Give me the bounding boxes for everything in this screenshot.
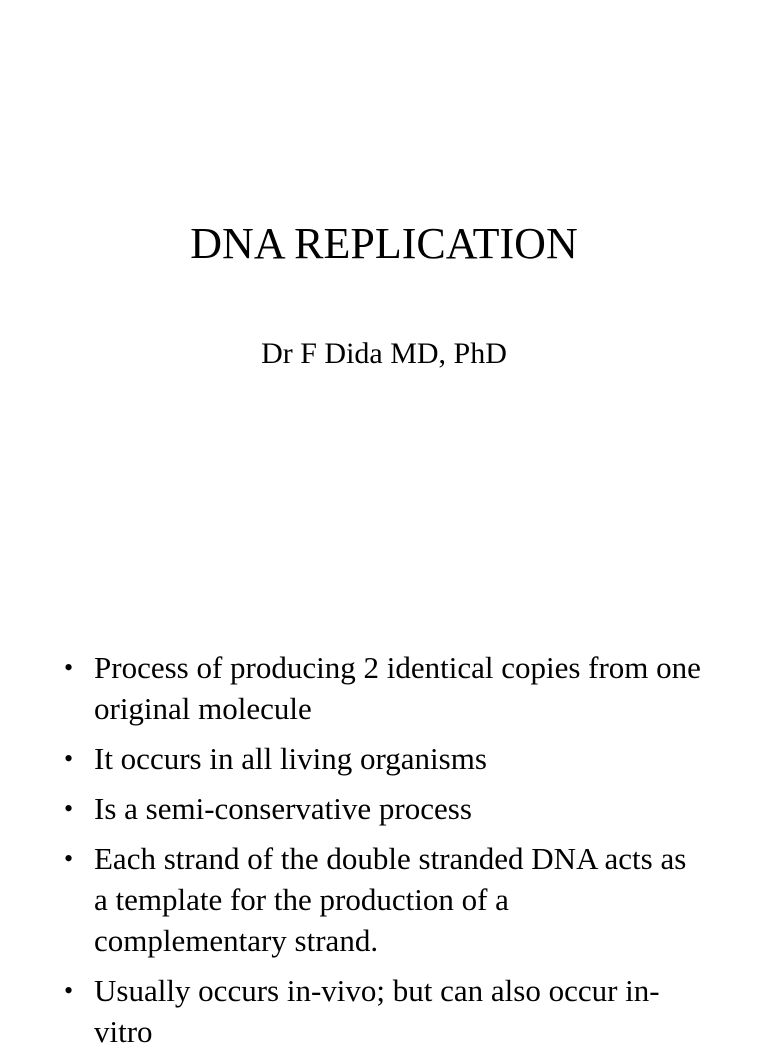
bullet-item xyxy=(62,970,702,1052)
bullet-text: Is a semi-conservative process xyxy=(94,791,472,826)
bullet-text: Usually occurs in-vivo; but can also occur in-vitro xyxy=(94,973,660,1049)
bullet-text: It occurs in all living organisms xyxy=(94,741,487,776)
bullet-item xyxy=(62,738,702,779)
bullet-marker: • xyxy=(64,653,74,682)
bullet-item xyxy=(62,647,702,729)
bullet-item xyxy=(62,838,702,961)
bullet-text: Process of producing 2 identical copies from one original molecule xyxy=(94,650,701,726)
bullet-text: Each strand of the double stranded DNA acts as a template for the production of a complementary strand. xyxy=(94,841,687,958)
slide-subtitle: Dr F Dida MD, PhD xyxy=(261,337,507,370)
bullet-marker: • xyxy=(64,976,74,1005)
bullet-marker: • xyxy=(64,794,74,823)
bullet-marker: • xyxy=(64,744,74,773)
bullet-list xyxy=(62,647,702,1061)
slide-title: DNA REPLICATION xyxy=(190,219,578,268)
bullet-item xyxy=(62,788,702,829)
bullet-marker: • xyxy=(64,844,74,873)
